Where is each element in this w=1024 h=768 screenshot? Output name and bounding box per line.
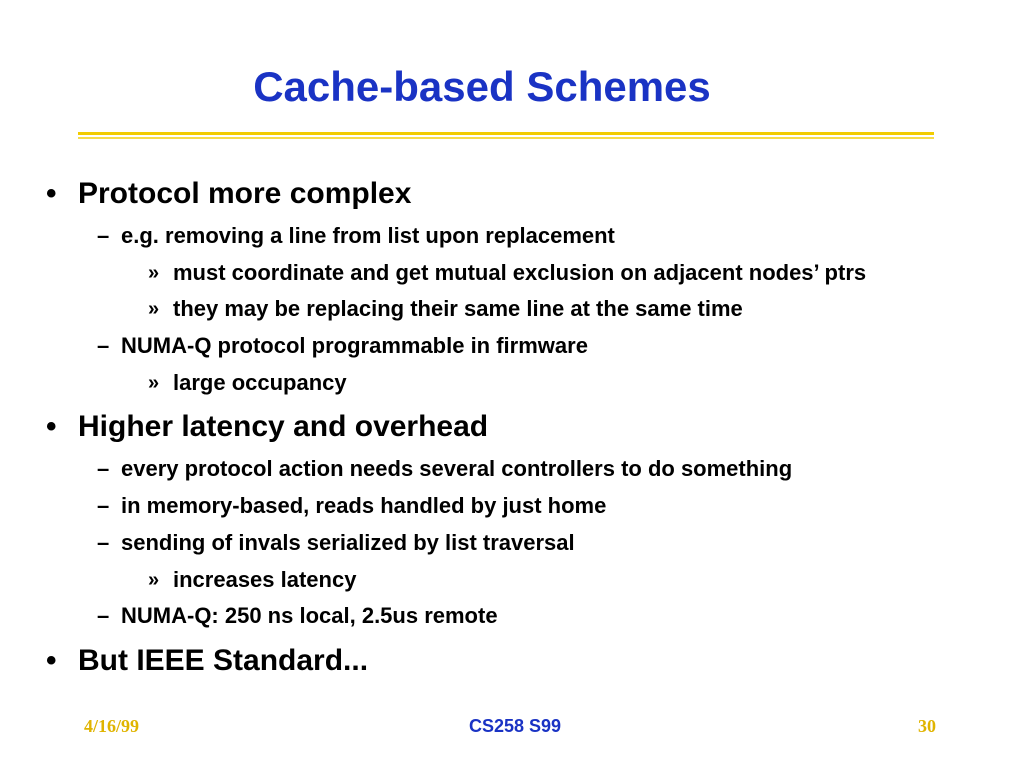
footer-page-number: 30 [918, 716, 936, 736]
title-divider [78, 132, 934, 135]
sub-sub-bullet-text: large occupancy [173, 370, 347, 395]
dash-marker: – [97, 333, 110, 358]
bullet-text: Higher latency and overhead [78, 410, 489, 443]
sub-sub-bullet-item [148, 295, 743, 323]
sub-bullet-item [97, 602, 498, 630]
sub-sub-bullet-text: they may be replacing their same line at the same time [173, 296, 743, 321]
sub-sub-bullet-item [148, 369, 347, 397]
dash-marker: – [97, 493, 110, 518]
dash-marker: – [97, 456, 110, 481]
sub-bullet-item [97, 222, 615, 250]
sub-bullet-text: every protocol action needs several controllers to do something [121, 456, 793, 481]
sub-sub-bullet-text: increases latency [173, 567, 357, 592]
sub-bullet-item [97, 492, 607, 520]
sub-bullet-text: NUMA-Q protocol programmable in firmware [121, 333, 588, 358]
sub-bullet-text: in memory-based, reads handled by just home [121, 493, 607, 518]
sub-bullet-text: e.g. removing a line from list upon replacement [121, 223, 615, 248]
bullet-item [46, 176, 412, 212]
sub-sub-bullet-item [148, 259, 867, 287]
chevron-marker: » [148, 569, 160, 591]
bullet-marker: • [46, 177, 57, 210]
sub-sub-bullet-item [148, 566, 357, 594]
chevron-marker: » [148, 262, 160, 284]
sub-bullet-item [97, 332, 588, 360]
chevron-marker: » [148, 372, 160, 394]
footer-course-label: CS258 S99 [468, 716, 562, 736]
title-divider-secondary [78, 137, 934, 139]
footer-date: 4/16/99 [84, 716, 140, 736]
slide-title: Cache-based Schemes [253, 63, 711, 110]
sub-bullet-text: NUMA-Q: 250 ns local, 2.5us remote [121, 603, 498, 628]
dash-marker: – [97, 223, 110, 248]
bullet-text: Protocol more complex [78, 177, 412, 210]
bullet-marker: • [46, 644, 57, 677]
sub-sub-bullet-text: must coordinate and get mutual exclusion on adjacent nodes’ ptrs [173, 260, 867, 285]
sub-bullet-text: sending of invals serialized by list traversal [121, 530, 575, 555]
bullet-marker: • [46, 410, 57, 443]
bullet-item [46, 409, 489, 445]
bullet-item [46, 643, 369, 679]
bullet-text: But IEEE Standard... [78, 644, 369, 677]
chevron-marker: » [148, 298, 160, 320]
sub-bullet-item [97, 529, 575, 557]
sub-bullet-item [97, 455, 793, 483]
dash-marker: – [97, 603, 110, 628]
dash-marker: – [97, 530, 110, 555]
